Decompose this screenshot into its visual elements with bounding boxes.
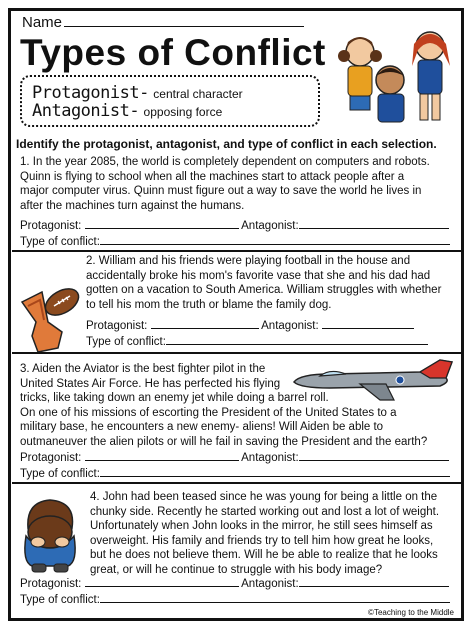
definition-antagonist [32,101,222,121]
text-line: 1. In the year 2085, the world is completely dependent on computers and robots. [20,156,430,168]
definition-protagonist [32,83,243,103]
section-divider [12,482,462,484]
definition-term: Protagonist- [32,83,149,103]
copyright-credit: ©Teaching to the Middle [368,608,454,617]
text-line: accidentally broke his mom's favorite vase that she and his dad had [86,269,431,282]
section-divider [12,352,462,354]
definition-desc: central character [153,87,243,101]
boy-middle-icon [376,66,404,122]
selection-2-answers [86,318,428,349]
antagonist-label: Antagonist: [241,452,299,464]
type-label: Type of conflict: [20,467,100,480]
selection-4-answers [20,576,450,607]
text-line: major computer virus. Quinn must figure out a way to save the world he lives in [20,185,422,197]
protagonist-label: Protagonist: [20,578,82,590]
section-divider [12,250,462,252]
protagonist-label: Protagonist: [86,320,148,332]
antagonist-label: Antagonist: [241,220,299,232]
sad-boy-illustration [18,492,84,574]
type-label: Type of conflict: [20,235,100,248]
text-line: overweight. His family and friends try to tell him how great he looks, [90,534,434,547]
kids-illustration [332,22,458,130]
protagonist-blank[interactable] [85,576,239,587]
antagonist-label: Antagonist: [241,578,299,590]
page-title: Types of Conflict [20,32,326,73]
text-line: outmaneuver the alien pilots or will he fail in saving the President and the earth? [20,435,428,448]
selection-4-text [90,490,466,577]
type-label: Type of conflict: [20,593,100,606]
definition-term: Antagonist- [32,101,140,121]
type-label: Type of conflict: [86,335,166,348]
selection-3-text [20,362,460,449]
antagonist-blank[interactable] [299,218,449,229]
type-blank[interactable] [100,466,450,477]
antagonist-blank[interactable] [299,450,449,461]
text-line: Quinn is flying to school when all the machines start to attack people after a [20,170,405,183]
selection-1-answers [20,218,450,249]
text-line: but he does not believe them. Will he be able to realize that he looks [90,549,438,561]
text-line: 4. John had been teased since he was young for being a little on the [90,491,438,503]
selection-3-answers [20,450,450,481]
type-blank[interactable] [100,234,450,245]
football-vase-illustration [18,282,82,356]
name-blank[interactable] [64,14,304,27]
definition-desc: opposing force [143,105,223,119]
selection-2-text [86,254,466,312]
text-line: military base, he encounters a new enemy- aliens! Will Aiden be able to [20,421,384,433]
type-blank[interactable] [166,334,428,345]
antagonist-blank[interactable] [299,576,449,587]
girl-left-icon [338,37,382,110]
protagonist-blank[interactable] [85,450,239,461]
antagonist-blank[interactable] [322,318,414,329]
protagonist-label: Protagonist: [20,220,82,232]
name-label: Name [22,14,63,31]
text-line: great, or will he continue to struggle with his body image? [90,563,383,576]
selection-1-text [20,155,460,213]
instructions: Identify the protagonist, antagonist, and type of conflict in each selection. [16,137,437,151]
text-line: gotten on a vacation to South America. William struggles with whether [86,284,442,296]
text-line: after the machines turn against the humans. [20,199,245,212]
name-field[interactable] [22,14,304,31]
text-line: United States Air Force. He has perfected his flying [20,377,281,390]
protagonist-blank[interactable] [85,218,239,229]
protagonist-label: Protagonist: [20,452,82,464]
text-line: On one of his missions of escorting the President of the United States to a [20,406,397,419]
girl-right-icon [412,32,450,120]
text-line: chunky side. Recently he started working out and lost a lot of weight. [90,505,440,518]
sad-boy-icon [25,500,75,572]
text-line: Unfortunately when John looks in the mirror, he still sees himself as [90,520,433,532]
text-line: 2. William and his friends were playing football in the house and [86,255,411,267]
protagonist-blank[interactable] [151,318,259,329]
type-blank[interactable] [100,592,450,603]
text-line: tricks, like taking down an enemy jet while doing a barrel roll. [20,392,329,404]
text-line: 3. Aiden the Aviator is the best fighter pilot in the [20,363,266,375]
text-line: to tell his mom the truth or blame the family dog. [86,298,332,311]
antagonist-label: Antagonist: [261,320,319,332]
